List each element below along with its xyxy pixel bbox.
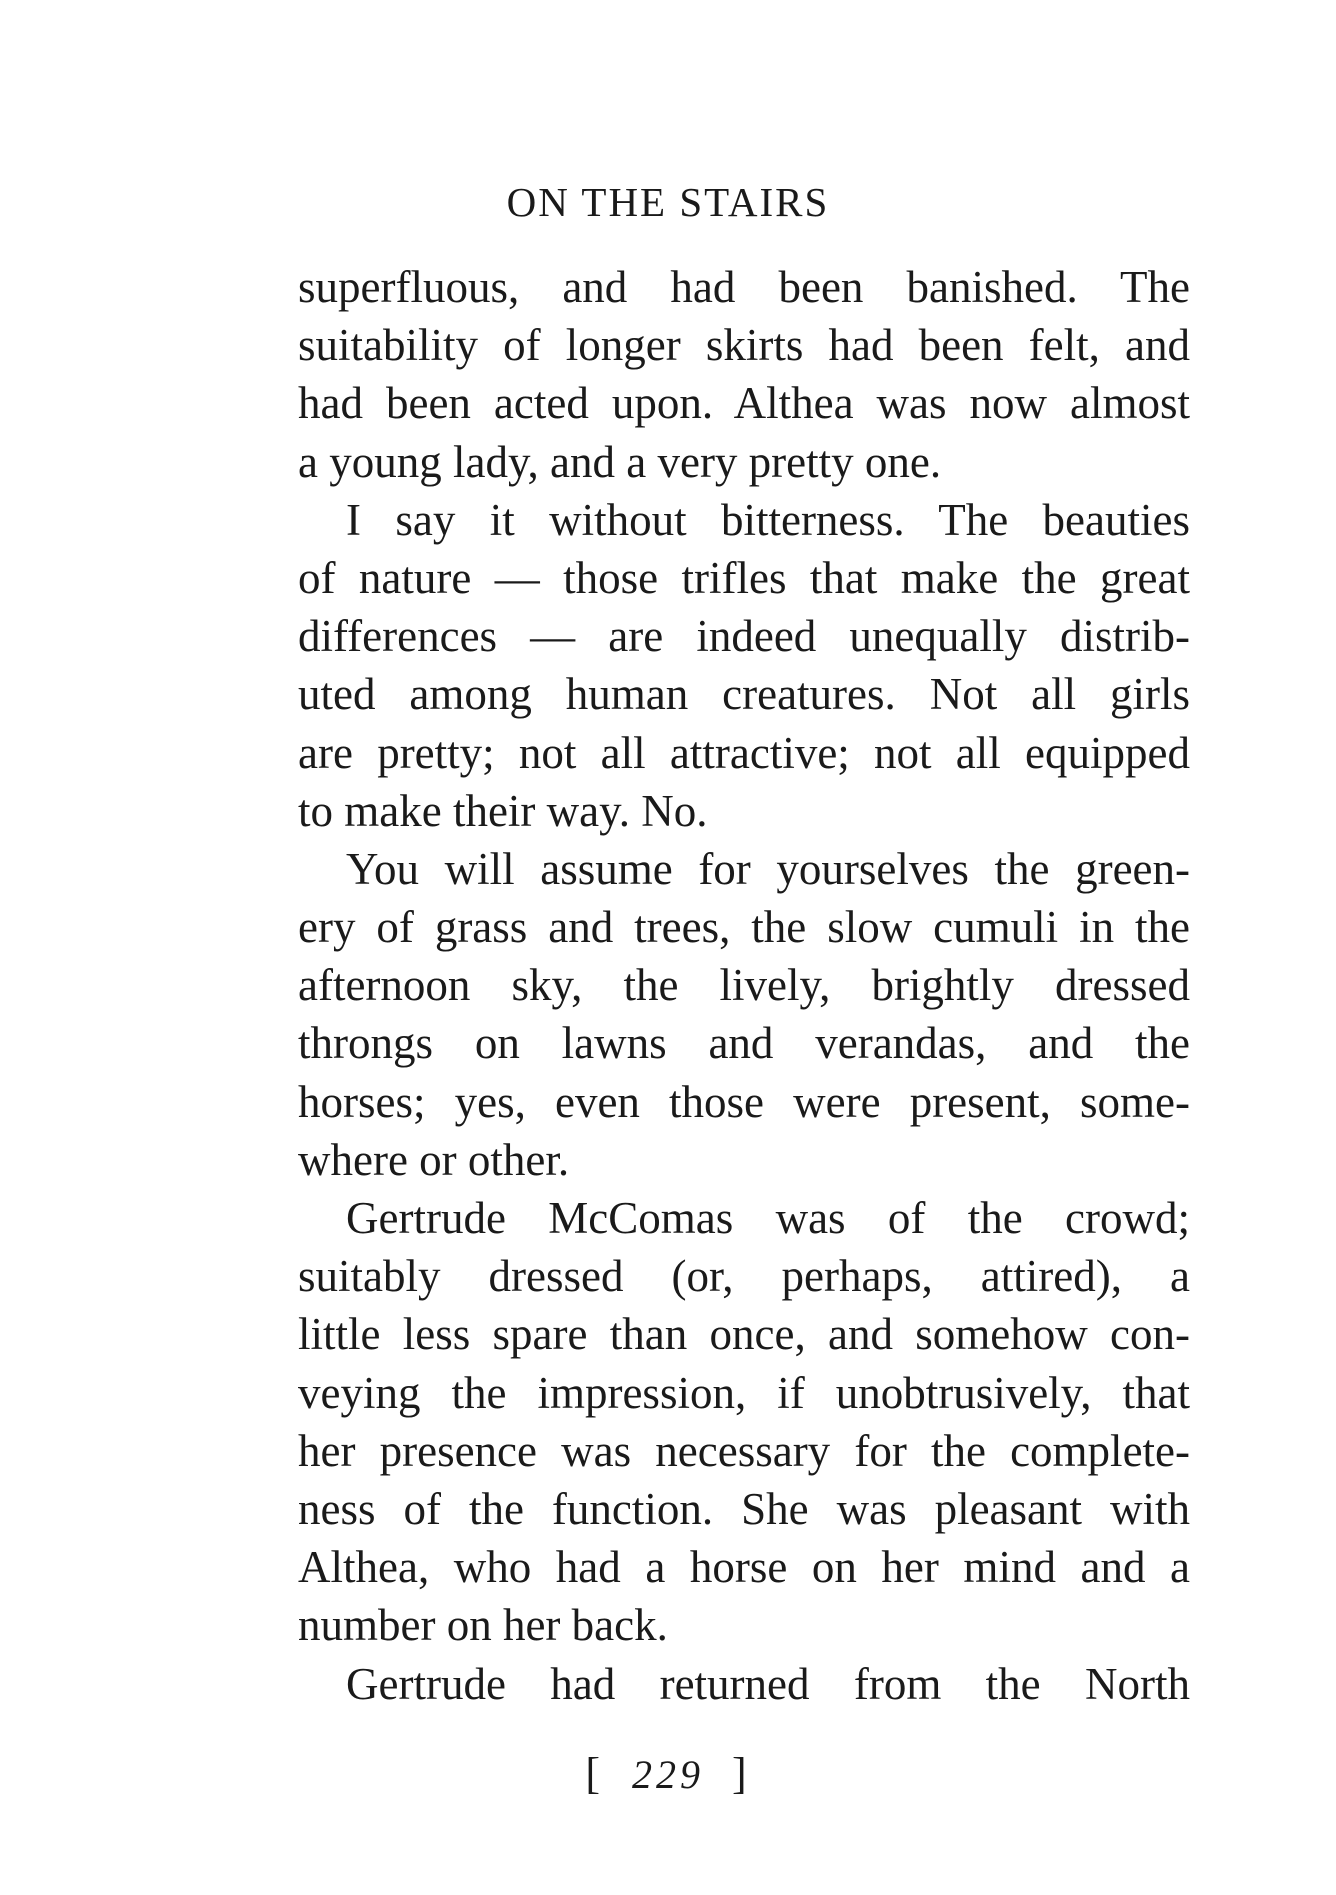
- bracket-open: [: [585, 1749, 604, 1798]
- text-line: her presence was necessary for the complete-: [298, 1425, 1190, 1476]
- page-number: 229: [632, 1752, 704, 1797]
- text-line: superfluous, and had been banished. The: [298, 262, 1190, 312]
- text-line: throngs on lawns and verandas, and the: [298, 1018, 1190, 1069]
- text-line: afternoon sky, the lively, brightly dressed: [298, 960, 1190, 1011]
- text-line: Gertrude McComas was of the crowd;: [346, 1193, 1190, 1243]
- running-title: ON THE STAIRS: [506, 179, 830, 225]
- text-line: uted among human creatures. Not all girls: [298, 669, 1190, 720]
- page-number-footer: [0, 1748, 1336, 1799]
- text-line: horses; yes, even those were present, some-: [298, 1076, 1190, 1127]
- text-line: are pretty; not all attractive; not all equipped: [298, 727, 1190, 778]
- text-line: Althea, who had a horse on her mind and a: [298, 1542, 1190, 1593]
- text-line: suitability of longer skirts had been felt, and: [298, 320, 1190, 371]
- text-line: Gertrude had returned from the North: [346, 1658, 1190, 1709]
- bracket-close: ]: [732, 1749, 751, 1798]
- text-line: I say it without bitterness. The beauties: [346, 494, 1190, 545]
- text-line: where or other.: [298, 1134, 570, 1185]
- text-line: a young lady, and a very pretty one.: [298, 436, 942, 487]
- text-line: to make their way. No.: [298, 785, 708, 836]
- body-text: [298, 258, 1190, 1713]
- text-line: suitably dressed (or, perhaps, attired), a: [298, 1251, 1190, 1302]
- text-line: ery of grass and trees, the slow cumuli in the: [298, 902, 1190, 953]
- text-line: number on her back.: [298, 1600, 668, 1651]
- text-line: You will assume for yourselves the green-: [346, 843, 1190, 894]
- text-line: had been acted upon. Althea was now almost: [298, 378, 1190, 429]
- text-line: ness of the function. She was pleasant with: [298, 1483, 1190, 1534]
- text-line: little less spare than once, and somehow con-: [298, 1309, 1190, 1360]
- text-line: veying the impression, if unobtrusively, that: [298, 1367, 1190, 1418]
- text-line: differences — are indeed unequally distrib-: [298, 611, 1190, 662]
- text-line: of nature — those trifles that make the great: [298, 552, 1190, 603]
